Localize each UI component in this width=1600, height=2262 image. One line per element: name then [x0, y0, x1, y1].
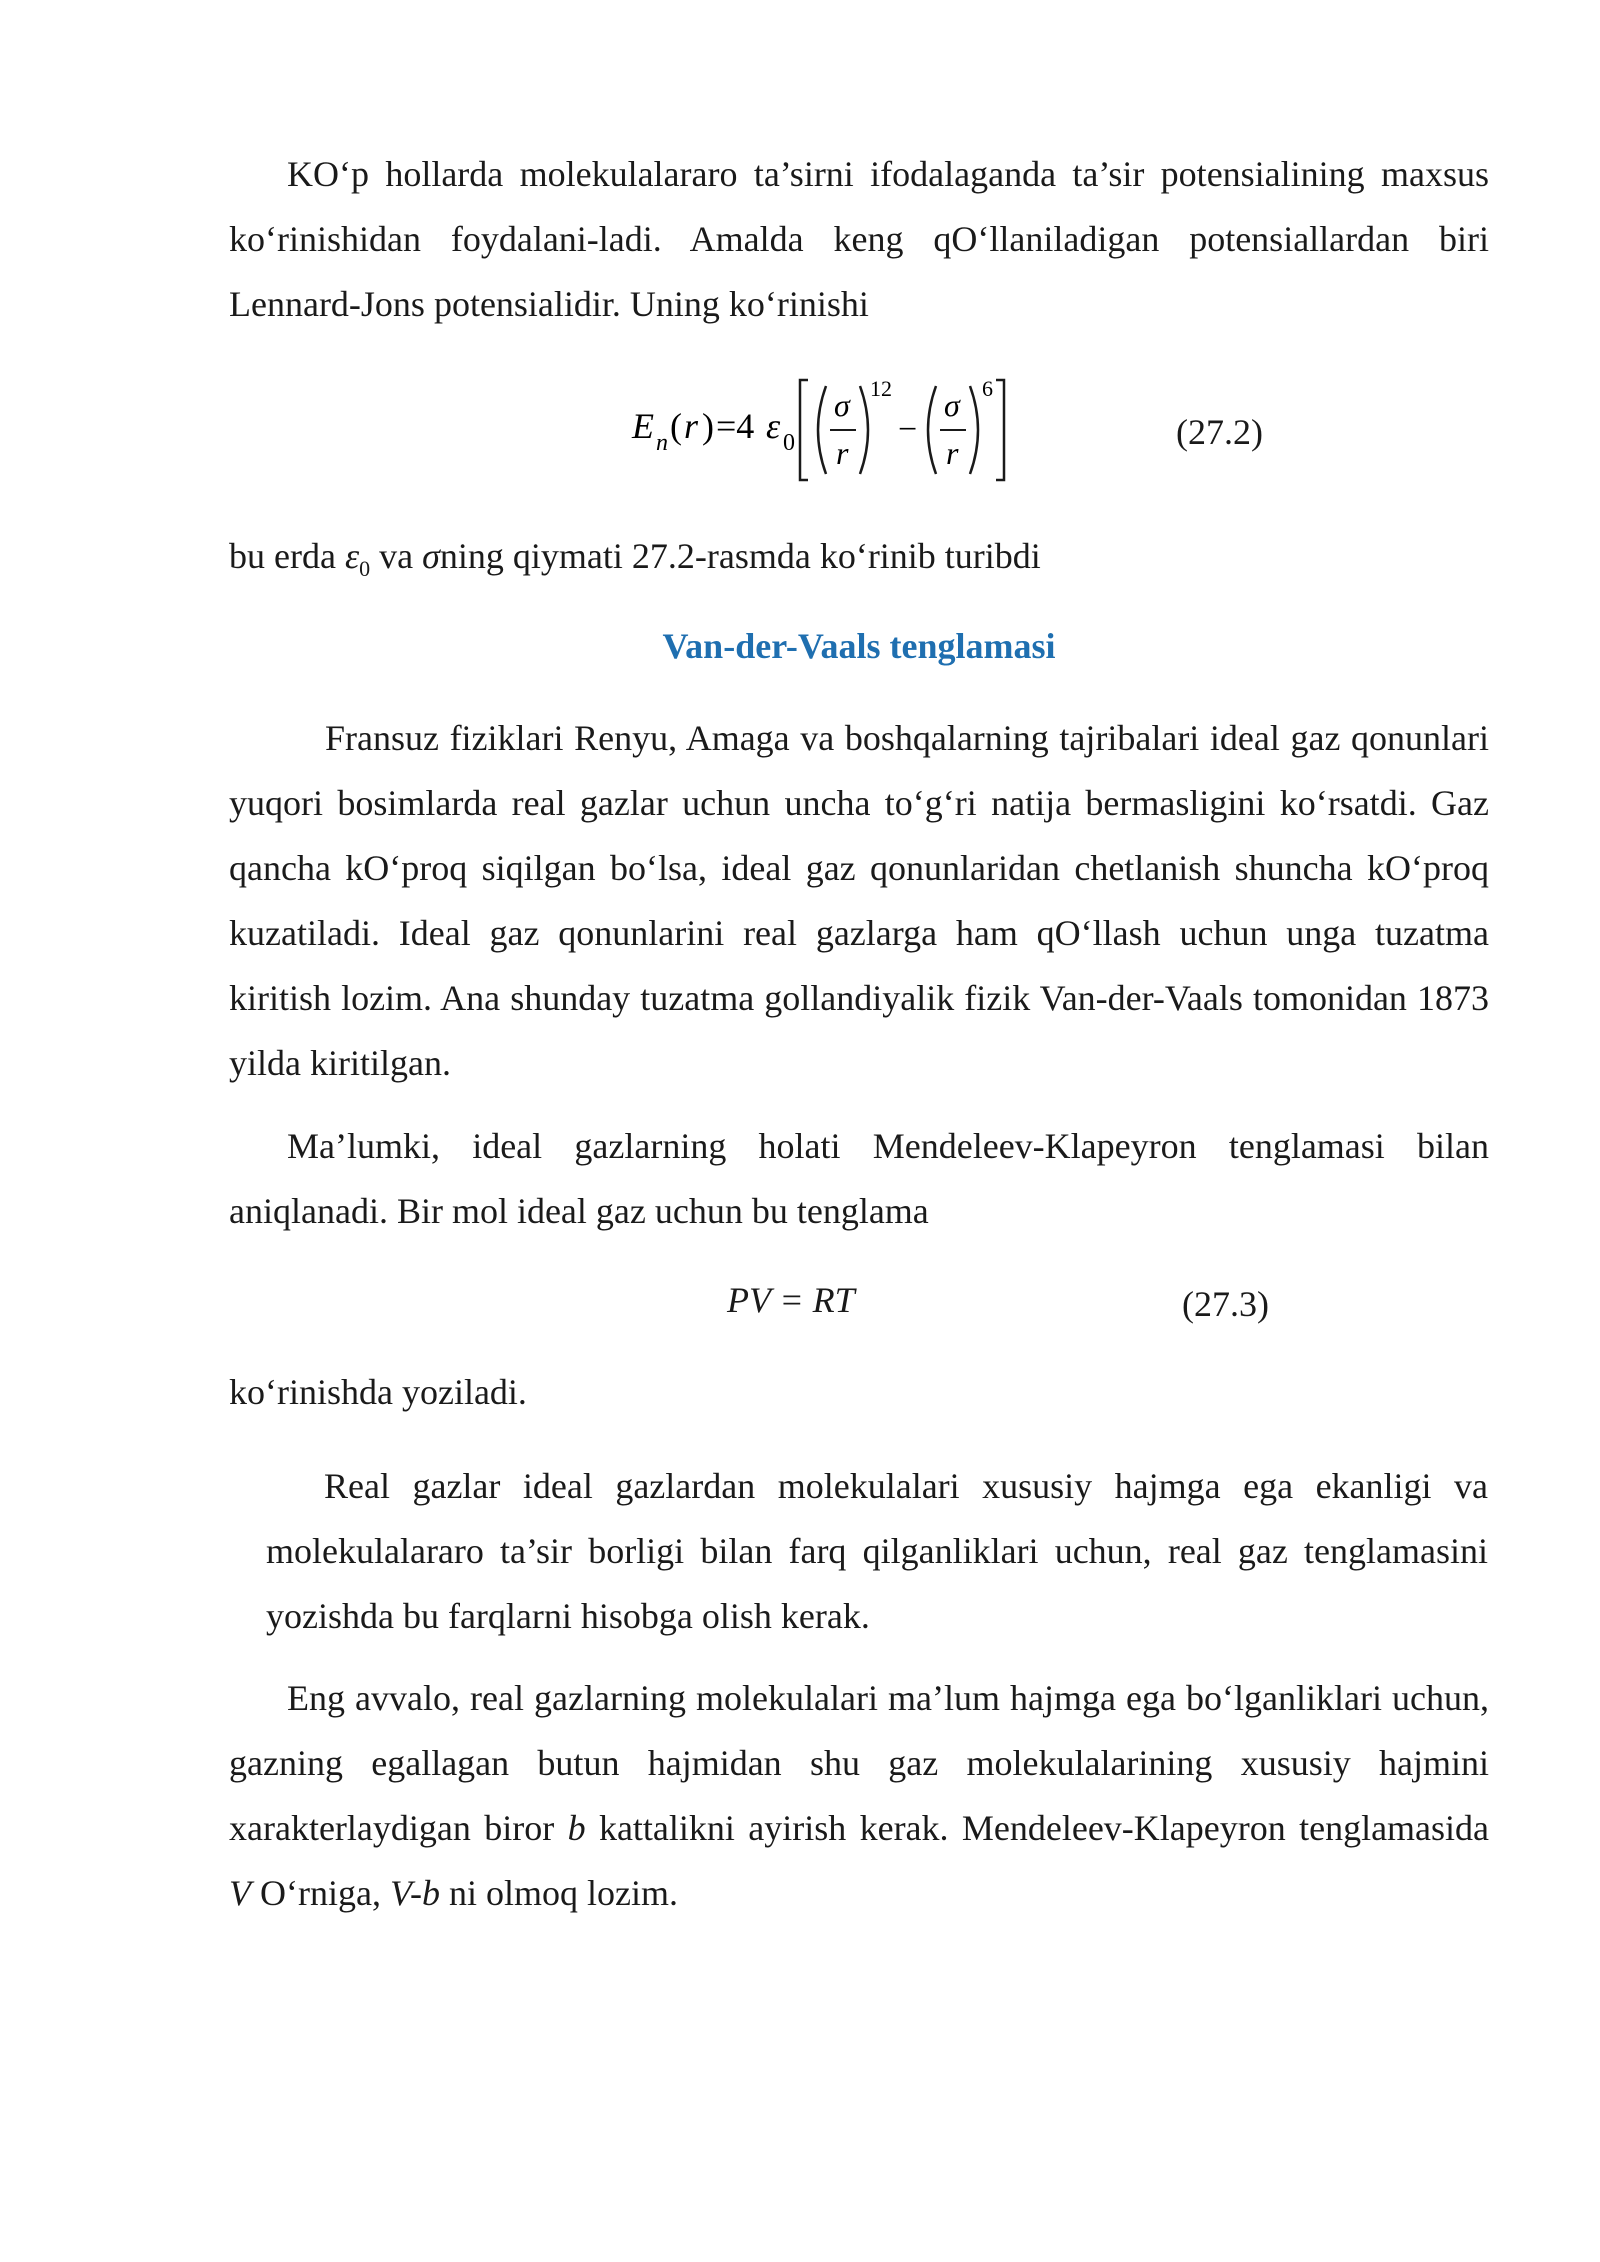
formula-r-1: r	[836, 435, 849, 471]
formula-paren-2-right	[970, 386, 978, 474]
paragraph-constants-note	[229, 524, 1489, 601]
formula-sigma-2: σ	[944, 387, 960, 423]
formula-sigma-1: σ	[834, 387, 850, 423]
paragraph-real-gases: Real gazlar ideal gazlardan molekulalari xususiy hajmga ega ekanligi va molekulalararo ta’sir borligi bilan farq qilganliklari uchun, real gaz tenglamasini yozishda bu farqlarni hisobga olish kerak.	[266, 1466, 1488, 1636]
paragraph-written-form: ko‘rinishda yoziladi.	[229, 1372, 527, 1412]
formula-eq-four: =4	[716, 406, 755, 446]
formula-eps: ε	[766, 406, 781, 446]
note-epsilon-sub: 0	[359, 556, 371, 582]
volume-text-e: ni olmoq lozim.	[448, 1873, 678, 1913]
note-suffix: ning qiymati 27.2-rasmda ko‘rinib turibdi	[439, 536, 1041, 576]
volume-symbol-Vb: V-b	[389, 1873, 440, 1913]
formula-bracket-left	[800, 380, 808, 480]
section-heading: Van-der-Vaals tenglamasi	[662, 626, 1056, 666]
equation-pv-rt: PV = RT	[727, 1280, 855, 1320]
paragraph-lennard-jones-intro: KO‘p hollarda molekulalararo ta’sirni ifodalaganda ta’sir potensialining maxsus ko‘rinishidan foydalani-ladi. Amalda keng qO‘llaniladigan potensiallardan biri Lennard-Jons potensialidir. Uning ko‘rinishi	[229, 154, 1489, 324]
note-epsilon: ε	[344, 536, 360, 576]
note-prefix: bu erda	[229, 536, 336, 576]
formula-paren-left: (	[670, 406, 682, 446]
formula-E: E	[632, 406, 654, 446]
formula-paren-1-left	[818, 386, 826, 474]
note-sigma: σ	[422, 536, 440, 576]
formula-paren-1-right	[860, 386, 868, 474]
paragraph-history: Fransuz fiziklari Renyu, Amaga va boshqalarning tajribalari ideal gaz qonunlari yuqori bosimlarda real gazlar uchun uncha to‘g‘ri natija bermasligini ko‘rsatdi. Gaz qancha kO‘proq siqilgan bo‘lsa, ideal gaz qonunlaridan chetlanish shuncha kO‘proq kuzatiladi. Ideal gaz qonunlarini real gazlarga ham qO‘llash uchun unga tuzatma kiritish lozim. Ana shunday tuzatma gollandiyalik fizik Van-der-Vaals tomonidan 1873 yilda kiritilgan.	[229, 718, 1489, 1083]
paragraph-mendeleev: Ma’lumki, ideal gazlarning holati Mendeleev-Klapeyron tenglamasi bilan aniqlanadi. Bir mol ideal gaz uchun bu tenglama	[229, 1126, 1489, 1231]
formula-lennard-jones	[630, 366, 1030, 490]
formula-r-2: r	[946, 435, 959, 471]
volume-text-c: kattalikni ayirish kerak. Mendeleev-Klapeyron tenglamasida	[598, 1808, 1490, 1848]
paragraph-volume-correction	[229, 1666, 1489, 1926]
equation-number-27-3: (27.3)	[1182, 1284, 1269, 1324]
equation-number-27-2: (27.2)	[1176, 412, 1263, 452]
formula-sub-n: n	[656, 430, 668, 456]
formula-paren-2-left	[928, 386, 936, 474]
formula-r: r	[684, 406, 699, 446]
formula-paren-right: )	[702, 406, 714, 446]
formula-exp-12: 12	[870, 376, 892, 401]
formula-exp-6: 6	[982, 376, 993, 401]
volume-text-a: Eng avvalo, real gazlarning molekulalari ma’lum hajmga ega bo‘lganliklari uchun, gazning egallagan butun hajmidan shu gaz molekulalarining xususiy hajmini xarakterlaydigan biror	[229, 1678, 1489, 1848]
volume-symbol-V: V	[229, 1873, 251, 1913]
formula-bracket-right	[996, 380, 1004, 480]
formula-minus: −	[898, 411, 918, 448]
formula-sub-zero: 0	[783, 430, 795, 456]
volume-symbol-b: b	[567, 1808, 586, 1848]
volume-text-d: O‘rniga,	[260, 1873, 381, 1913]
note-va: va	[379, 536, 414, 576]
